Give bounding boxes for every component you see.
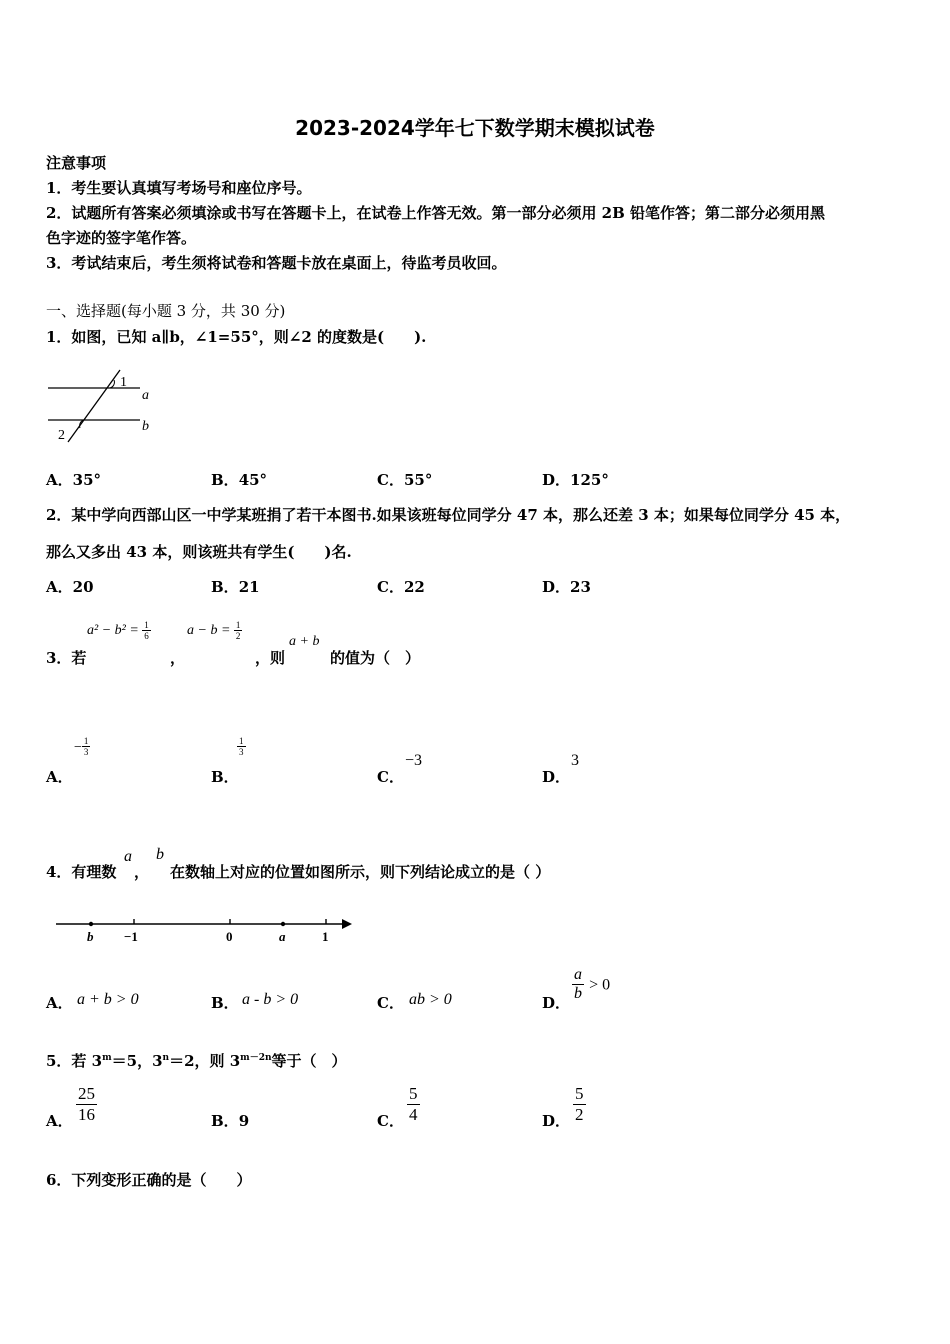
label-a: a: [279, 929, 286, 944]
q4-option-d-value: $\frac{a}{b}$ > 0: [574, 966, 611, 1003]
q4-prefix: 4．有理数: [46, 863, 117, 881]
q4-var-a: a: [124, 848, 132, 865]
axis-arrow: [342, 919, 352, 929]
line-b-label: b: [142, 419, 149, 434]
label-b: b: [87, 929, 94, 944]
notice-line-1: 1．考生要认真填写考场号和座位序号。: [46, 179, 312, 197]
q4-option-c-value: ab > 0: [409, 991, 452, 1008]
notice-heading: 注意事项: [46, 154, 107, 172]
label-0: 0: [226, 929, 233, 944]
angle2-label: 2: [58, 428, 65, 443]
q4-option-b-value: a - b > 0: [242, 991, 299, 1008]
q4-option-a[interactable]: A．: [46, 994, 73, 1012]
q3-target-expression: a + b: [289, 634, 320, 649]
q5-stem: 5．若 $3^m=5$，$3^n=2$，则 $3^{m-2n}$等于（ ）: [46, 1052, 347, 1070]
q3-option-c[interactable]: C．: [377, 768, 404, 786]
label-1: 1: [322, 929, 329, 944]
q2-option-d[interactable]: D．23: [542, 578, 591, 596]
q1-option-c[interactable]: C．55°: [377, 471, 433, 489]
q2-stem-line1: 2．某中学向西部山区一中学某班捐了若干本图书.如果该班每位同学分 47 本，那么还差 3 本；如果每位同学分 45 本，: [46, 506, 851, 524]
q2-option-b[interactable]: B．21: [211, 578, 260, 596]
notice-line-2: 2．试题所有答案必须填涂或书写在答题卡上，在试卷上作答无效。第一部分必须用 2B 铅笔作答；第二部分必须用黑: [46, 204, 826, 222]
q1-parallel-lines-figure: [44, 366, 164, 446]
q3-comma: ，: [170, 649, 186, 667]
q1-option-d[interactable]: D．125°: [542, 471, 609, 489]
q4-option-c[interactable]: C．: [377, 994, 404, 1012]
q1-option-a[interactable]: A．35°: [46, 471, 102, 489]
q1-stem: 1．如图，已知 a∥b，∠1=55°，则∠2 的度数是( ).: [46, 328, 427, 346]
q6-stem: 6．下列变形正确的是（ ）: [46, 1171, 252, 1189]
transversal: [68, 370, 120, 442]
label-neg1: −1: [124, 929, 138, 944]
q3-option-b[interactable]: B．: [211, 768, 239, 786]
q4-number-line: [52, 912, 358, 946]
q5-option-b[interactable]: B．9: [211, 1112, 250, 1130]
point-a: [281, 922, 285, 926]
q5-option-d-value: $\frac{5}{2}$: [575, 1084, 584, 1124]
q3-option-a[interactable]: A．: [46, 768, 73, 786]
angle1-label: 1: [120, 375, 127, 390]
q3-option-d[interactable]: D．: [542, 768, 571, 786]
q4-comma: ，: [134, 863, 150, 881]
q5-option-c-value: $\frac{5}{4}$: [409, 1084, 418, 1124]
q4-option-b[interactable]: B．: [211, 994, 239, 1012]
q3-then: ，则: [255, 649, 286, 667]
q2-stem-line2: 那么又多出 43 本，则该班共有学生( )名.: [46, 543, 352, 561]
q3-option-c-value: −3: [405, 752, 423, 769]
q3-suffix: 的值为（ ）: [330, 649, 421, 667]
q5-option-a[interactable]: A．: [46, 1112, 73, 1130]
point-b: [89, 922, 93, 926]
q5-option-a-value: $\frac{25}{16}$: [78, 1084, 95, 1124]
notice-line-4: 3．考试结束后，考生须将试卷和答题卡放在桌面上，待监考员收回。: [46, 254, 507, 272]
line-a-label: a: [142, 388, 149, 403]
q3-option-d-value: 3: [571, 752, 579, 769]
q5-option-c[interactable]: C．: [377, 1112, 404, 1130]
q3-option-a-value: − $\frac{1}{3}$: [74, 736, 89, 758]
q1-option-b[interactable]: B．45°: [211, 471, 268, 489]
q3-prefix: 3．若: [46, 649, 87, 667]
q3-option-b-value: $\frac{1}{3}$: [239, 736, 244, 758]
q2-option-a[interactable]: A．20: [46, 578, 94, 596]
q3-condition-2: a − b = $\frac{1}{2}$: [187, 620, 241, 642]
q4-var-b: b: [156, 846, 164, 863]
q2-option-c[interactable]: C．22: [377, 578, 425, 596]
q4-suffix: 在数轴上对应的位置如图所示，则下列结论成立的是（ ）: [170, 863, 551, 881]
notice-line-3: 色字迹的签字笔作答。: [46, 229, 197, 247]
q4-option-d[interactable]: D．: [542, 994, 571, 1012]
q3-condition-1: a² − b² = $\frac{1}{6}$: [87, 620, 149, 642]
page-title: 2023-2024学年七下数学期末模拟试卷: [295, 116, 655, 140]
section-heading: 一、选择题(每小题 3 分，共 30 分): [46, 302, 286, 320]
q4-option-a-value: a + b > 0: [77, 991, 139, 1008]
q5-option-d[interactable]: D．: [542, 1112, 571, 1130]
